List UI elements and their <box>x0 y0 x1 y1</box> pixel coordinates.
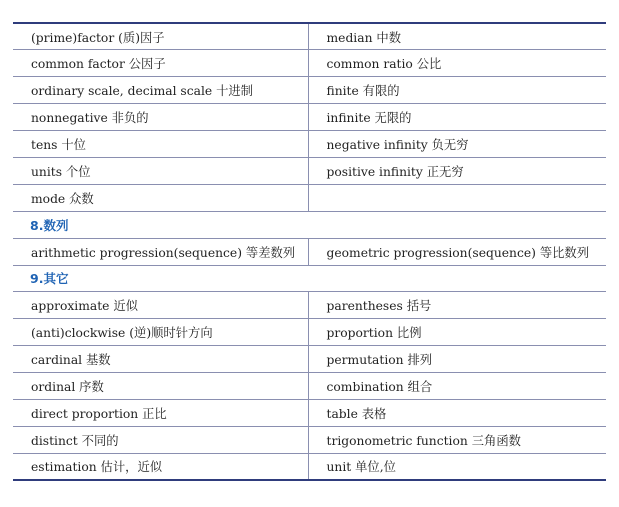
term-cell-left: units 个位 <box>13 157 308 184</box>
table-row <box>13 426 606 453</box>
table-row <box>13 399 606 426</box>
section-heading: 8.数列 <box>13 211 606 238</box>
table-row <box>13 346 606 373</box>
section-heading-row <box>13 265 606 292</box>
term-cell-left: (anti)clockwise (逆)顺时针方向 <box>13 319 308 346</box>
term-cell-right: geometric progression(sequence) 等比数列 <box>308 238 606 265</box>
section-heading-row <box>13 211 606 238</box>
table-row <box>13 104 606 131</box>
term-cell-left: estimation 估计，近似 <box>13 453 308 480</box>
term-cell-left: ordinary scale, decimal scale 十进制 <box>13 77 308 104</box>
term-cell-left: approximate 近似 <box>13 292 308 319</box>
term-cell-right: proportion 比例 <box>308 319 606 346</box>
term-cell-left: direct proportion 正比 <box>13 399 308 426</box>
term-cell-left: (prime)factor (质)因子 <box>13 23 308 50</box>
term-cell-left: ordinal 序数 <box>13 373 308 400</box>
term-cell-left: cardinal 基数 <box>13 346 308 373</box>
term-cell-right: median 中数 <box>308 23 606 50</box>
vocabulary-table-body <box>13 23 606 480</box>
table-row <box>13 157 606 184</box>
table-row <box>13 77 606 104</box>
table-row <box>13 131 606 158</box>
term-cell-right <box>308 184 606 211</box>
term-cell-right: positive infinity 正无穷 <box>308 157 606 184</box>
term-cell-left: arithmetic progression(sequence) 等差数列 <box>13 238 308 265</box>
term-cell-left: tens 十位 <box>13 131 308 158</box>
table-row <box>13 50 606 77</box>
term-cell-right: finite 有限的 <box>308 77 606 104</box>
table-row <box>13 184 606 211</box>
term-cell-right: infinite 无限的 <box>308 104 606 131</box>
term-cell-left: nonnegative 非负的 <box>13 104 308 131</box>
vocabulary-table <box>13 22 606 481</box>
term-cell-left: distinct 不同的 <box>13 426 308 453</box>
table-row <box>13 453 606 480</box>
term-cell-right: common ratio 公比 <box>308 50 606 77</box>
term-cell-right: unit 单位,位 <box>308 453 606 480</box>
term-cell-right: negative infinity 负无穷 <box>308 131 606 158</box>
table-row <box>13 373 606 400</box>
term-cell-left: common factor 公因子 <box>13 50 308 77</box>
table-row <box>13 319 606 346</box>
term-cell-right: table 表格 <box>308 399 606 426</box>
term-cell-right: combination 组合 <box>308 373 606 400</box>
section-heading: 9.其它 <box>13 265 606 292</box>
term-cell-right: trigonometric function 三角函数 <box>308 426 606 453</box>
term-cell-right: parentheses 括号 <box>308 292 606 319</box>
table-row <box>13 23 606 50</box>
table-row <box>13 292 606 319</box>
term-cell-right: permutation 排列 <box>308 346 606 373</box>
table-row <box>13 238 606 265</box>
term-cell-left: mode 众数 <box>13 184 308 211</box>
